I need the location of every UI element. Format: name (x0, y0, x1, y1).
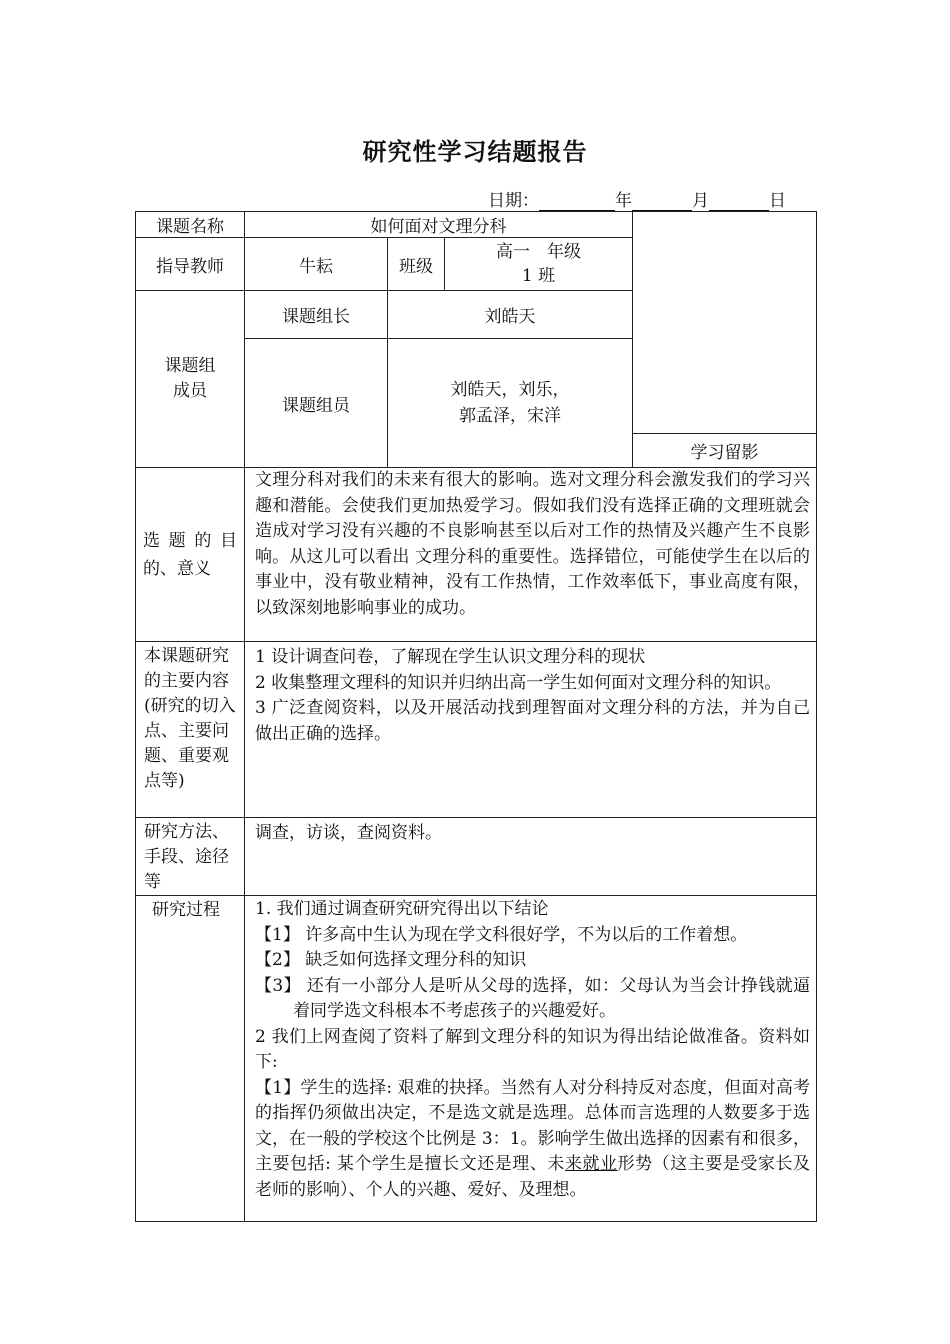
photo-label: 学习留影 (633, 434, 817, 468)
method-label: 研究方法、手段、途径等 (136, 818, 245, 896)
class-value (445, 238, 633, 291)
topic-value: 如何面对文理分科 (245, 212, 633, 238)
group-members-line1: 刘皓天，刘乐， (450, 380, 570, 400)
month-blank (632, 193, 692, 211)
purpose-text: 文理分科对我们的未来有很大的影响。选对文理分科会激发我们的学习兴趣和潜能。会使我们更加热爱学习。假如我们没有选择正确的文理班就会造成对学习没有兴趣的不良影响甚至以后对工作的热情及兴趣产生不良影响。从这儿可以看出 文理分科的重要性。选择错位，可能使学生在以后的事业中，没有敬业精神，没有工作热情，工作效率低下，事业高度有限，以致深刻地影响事业的成功。 (245, 468, 817, 642)
group-members-line2: 郭孟泽，宋洋 (459, 406, 562, 426)
topic-label: 课题名称 (136, 212, 245, 238)
photo-area (633, 212, 817, 434)
date-line (488, 186, 786, 211)
process-text (245, 896, 817, 1222)
year-blank (539, 193, 615, 211)
page-title: 研究性学习结题报告 (362, 138, 588, 166)
day-blank (709, 193, 769, 211)
class-value-class: 1 班 (521, 266, 556, 286)
teacher-value: 牛耘 (245, 238, 388, 291)
content-item: 2 收集整理文理科的知识并归纳出高一学生如何面对文理分科的知识。 (255, 672, 782, 693)
class-value-grade: 高一 年级 (496, 242, 582, 262)
process-finding: 【1】 许多高中生认为现在学文科很好学，不为以后的工作着想。 (255, 924, 748, 945)
month-label: 月 (692, 191, 709, 211)
process-data: 【1】学生的选择: 艰难的抉择。当然有人对分科持反对态度，但面对高考的指挥仍须做出决定，不是选文就是选理。总体而言选理的人数要多于选文，在一般的学校这个比例是 3：1。影响学生做出选择的因素有和很多，主要包括: 某个学生是擅长文还是理、未来就业形势（这主要是受家长及老师的影响）、个人的兴趣、爱好、及理想。 (255, 1077, 811, 1200)
date-label: 日期： (488, 191, 539, 211)
leader-label: 课题组长 (245, 291, 388, 339)
purpose-label: 选题的目的、意义 (136, 468, 245, 642)
group-value (388, 339, 633, 468)
year-label: 年 (615, 191, 632, 211)
process-intro: 1. 我们通过调查研究研究得出以下结论 (255, 899, 549, 919)
process-step2: 2 我们上网查阅了资料了解到文理分科的知识为得出结论做准备。资料如下: (255, 1026, 811, 1072)
day-label: 日 (769, 191, 786, 211)
class-label: 班级 (388, 238, 445, 291)
content-label: 本课题研究的主要内容(研究的切入点、主要问题、重要观点等) (136, 642, 245, 818)
process-label: 研究过程 (136, 896, 245, 1222)
content-item: 3 广泛查阅资料，以及开展活动找到理智面对文理分科的方法，并为自己做出正确的选择。 (255, 698, 811, 744)
members-label: 课题组成员 (136, 291, 245, 468)
leader-value: 刘皓天 (388, 291, 633, 339)
process-finding: 【3】 还有一小部分人是听从父母的选择，如：父母认为当会计挣钱就逼着同学选文科根本不考虑孩子的兴趣爱好。 (255, 975, 811, 1021)
method-text: 调查，访谈，查阅资料。 (245, 818, 817, 896)
group-label: 课题组员 (245, 339, 388, 468)
teacher-label: 指导教师 (136, 238, 245, 291)
underlined-term: 来就业 (564, 1154, 618, 1174)
content-item: 1 设计调查问卷，了解现在学生认识文理分科的现状 (255, 647, 646, 667)
process-finding: 【2】 缺乏如何选择文理分科的知识 (255, 950, 527, 970)
report-table (135, 211, 817, 1222)
content-text (245, 642, 817, 818)
